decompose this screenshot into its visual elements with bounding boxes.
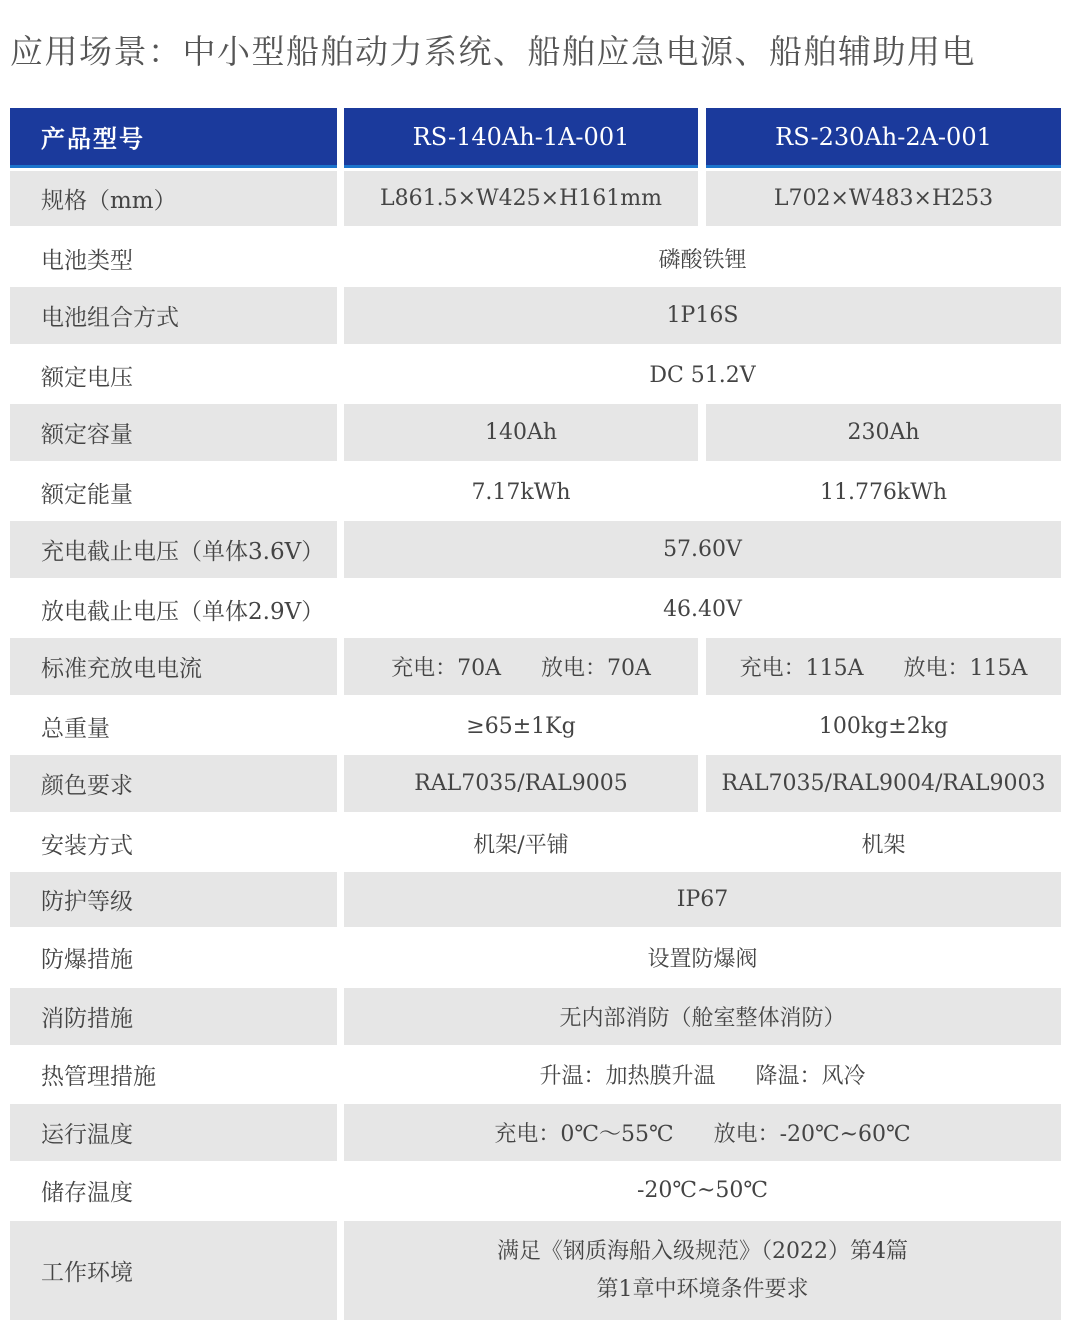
row-value: IP67 — [344, 872, 1061, 927]
heating-method: 升温：加热膜升温 — [539, 1064, 716, 1089]
row-label: 额定容量 — [10, 404, 337, 461]
row-label: 额定能量 — [41, 482, 133, 508]
row-label: 运行温度 — [10, 1104, 337, 1161]
row-label: 安装方式 — [41, 833, 133, 859]
row-label: 规格（mm） — [10, 171, 337, 226]
row-value — [344, 1047, 1061, 1102]
row-value-a: L861.5×W425×H161mm — [344, 171, 698, 226]
row-label: 总重量 — [41, 716, 110, 742]
row-value: 磷酸铁锂 — [658, 248, 747, 273]
row-value-a: ≥65±1Kg — [466, 714, 576, 739]
row-label: 热管理措施 — [41, 1064, 156, 1090]
table-row — [10, 465, 1061, 520]
row-value-a: 140Ah — [344, 404, 698, 461]
charge-current-a: 充电：70A — [391, 656, 501, 681]
row-value-a: 7.17kWh — [471, 480, 571, 505]
environment-line-2: 第1章中环境条件要求 — [596, 1276, 809, 1302]
charge-current-b: 充电：115A — [739, 656, 864, 681]
charge-temperature: 充电：0℃～55℃ — [494, 1122, 674, 1147]
row-value: 46.40V — [663, 597, 742, 622]
row-value-a — [344, 638, 698, 695]
table-row — [10, 872, 1061, 927]
row-value — [344, 1104, 1061, 1161]
row-value-a: RAL7035/RAL9005 — [344, 755, 698, 812]
table-row — [10, 1163, 1061, 1218]
row-value-b: 机架 — [861, 833, 906, 858]
discharge-temperature: 放电：-20℃~60℃ — [713, 1122, 911, 1147]
row-value-b: 100kg±2kg — [818, 714, 949, 739]
environment-line-1: 满足《钢质海船入级规范》（2022）第4篇 — [497, 1238, 908, 1264]
row-label: 放电截止电压（单体2.9V） — [41, 599, 325, 625]
row-value-b — [706, 638, 1061, 695]
row-label: 电池类型 — [41, 248, 133, 274]
table-row — [10, 348, 1061, 403]
table-row — [10, 816, 1061, 871]
row-value — [344, 1221, 1061, 1320]
table-row — [10, 1047, 1061, 1102]
row-value-b: L702×W483×H253 — [706, 171, 1061, 226]
row-label: 消防措施 — [10, 988, 337, 1045]
row-value: 设置防爆阀 — [647, 947, 758, 972]
row-value: DC 51.2V — [649, 363, 756, 388]
row-value: 1P16S — [344, 287, 1061, 344]
table-row — [10, 929, 1061, 986]
row-label: 储存温度 — [41, 1180, 133, 1206]
header-model-b: RS-230Ah-2A-001 — [706, 108, 1061, 168]
row-label: 电池组合方式 — [10, 287, 337, 344]
row-value-b: RAL7035/RAL9004/RAL9003 — [706, 755, 1061, 812]
table-row — [10, 582, 1061, 637]
table-row — [10, 699, 1061, 754]
header-label: 产品型号 — [10, 108, 337, 168]
table-row — [10, 988, 1061, 1045]
table-header-row — [10, 108, 1061, 168]
table-row — [10, 1104, 1061, 1161]
row-value: 无内部消防（舱室整体消防） — [344, 988, 1061, 1045]
row-value-a: 机架/平铺 — [473, 833, 569, 858]
table-row — [10, 1221, 1061, 1320]
row-value: -20℃~50℃ — [636, 1178, 769, 1203]
table-row — [10, 521, 1061, 578]
cooling-method: 降温：风冷 — [755, 1064, 866, 1089]
table-row — [10, 638, 1061, 695]
row-value-b: 230Ah — [706, 404, 1061, 461]
row-label: 防爆措施 — [41, 947, 133, 973]
page-title: 应用场景：中小型船舶动力系统、船舶应急电源、船舶辅助用电 — [10, 32, 976, 71]
table-row — [10, 404, 1061, 461]
table-row — [10, 171, 1061, 226]
row-label: 标准充放电电流 — [10, 638, 337, 695]
row-label: 工作环境 — [10, 1221, 337, 1320]
header-model-a: RS-140Ah-1A-001 — [344, 108, 698, 168]
row-label: 充电截止电压（单体3.6V） — [10, 521, 337, 578]
row-label: 防护等级 — [10, 872, 337, 927]
row-label: 颜色要求 — [10, 755, 337, 812]
discharge-current-b: 放电：115A — [903, 656, 1028, 681]
discharge-current-a: 放电：70A — [541, 656, 651, 681]
row-value-b: 11.776kWh — [819, 480, 948, 505]
table-row — [10, 287, 1061, 344]
row-label: 额定电压 — [41, 365, 133, 391]
row-value: 57.60V — [344, 521, 1061, 578]
table-row — [10, 755, 1061, 812]
table-row — [10, 231, 1061, 286]
